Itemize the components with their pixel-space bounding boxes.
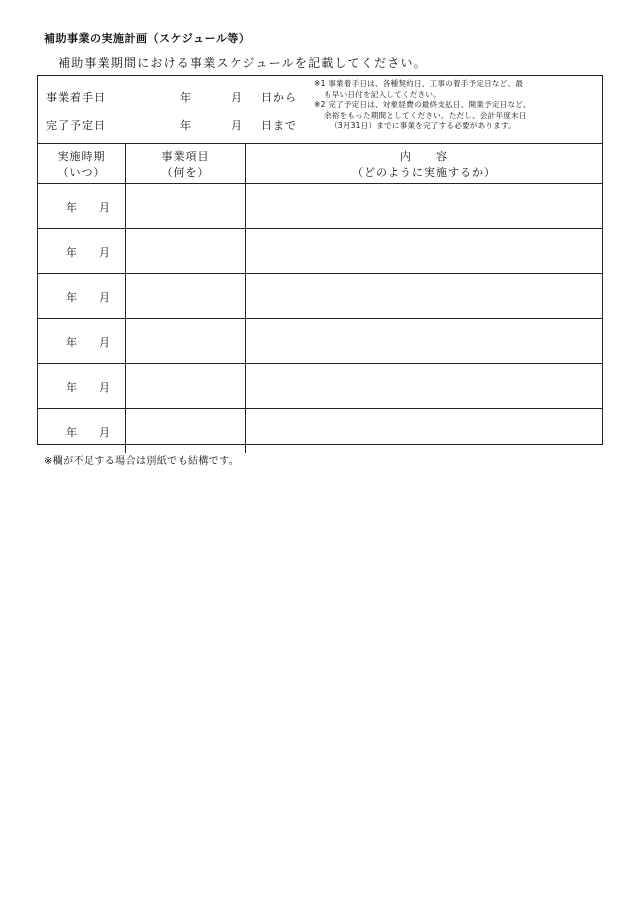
header-timing [38, 143, 125, 183]
end-day-suffix: 日まで [261, 119, 297, 132]
note-line: ※2 完了予定日は、対象経費の最終支払日、開業予定日など、 [314, 100, 531, 110]
page-subtitle: 補助事業期間における事業スケジュールを記載してください。 [58, 56, 427, 70]
item-cell[interactable] [125, 319, 245, 363]
timing-cell[interactable] [38, 409, 125, 453]
item-cell[interactable] [125, 274, 245, 318]
timing-cell[interactable] [38, 274, 125, 318]
content-cell[interactable] [245, 364, 602, 408]
table-row [38, 184, 602, 229]
item-cell[interactable] [125, 364, 245, 408]
table-row [38, 319, 602, 364]
table-row [38, 274, 602, 319]
year-label: 年 [66, 291, 77, 304]
header-timing-sub: （いつ） [57, 166, 106, 179]
content-cell[interactable] [245, 184, 602, 228]
year-label: 年 [66, 381, 77, 394]
start-date-row [38, 89, 308, 109]
header-item-label: 事業項目 [161, 150, 210, 163]
schedule-table [38, 143, 602, 453]
note-line: 余裕をもった期間としてください。ただし、会計年度末日 [324, 110, 527, 120]
table-row [38, 409, 602, 453]
table-row [38, 364, 602, 409]
header-timing-label: 実施時期 [57, 150, 106, 163]
note-line: （3月31日）までに事業を完了する必要があります。 [330, 121, 516, 131]
item-cell[interactable] [125, 184, 245, 228]
start-year-label: 年 [180, 91, 192, 104]
start-day-suffix: 日から [261, 91, 297, 104]
item-cell[interactable] [125, 229, 245, 273]
schedule-form [37, 75, 603, 445]
end-date-row [38, 117, 308, 137]
date-notes [314, 79, 600, 132]
note-line: も早い日付を記入してください。 [324, 89, 441, 99]
end-date-label: 完了予定日 [46, 119, 106, 132]
start-month-label: 月 [231, 91, 243, 104]
header-item [125, 143, 245, 183]
month-label: 月 [99, 246, 110, 259]
header-item-sub: （何を） [161, 166, 210, 179]
item-cell[interactable] [125, 409, 245, 453]
year-label: 年 [66, 201, 77, 214]
timing-cell[interactable] [38, 229, 125, 273]
content-cell[interactable] [245, 409, 602, 453]
end-month-label: 月 [231, 119, 243, 132]
note-line: ※1 事業着手日は、各種契約日、工事の着手予定日など、最 [314, 79, 524, 88]
start-date-label: 事業着手日 [46, 91, 106, 104]
month-label: 月 [99, 381, 110, 394]
timing-cell[interactable] [38, 319, 125, 363]
month-label: 月 [99, 336, 110, 349]
content-cell[interactable] [245, 319, 602, 363]
timing-cell[interactable] [38, 184, 125, 228]
year-label: 年 [66, 336, 77, 349]
year-label: 年 [66, 246, 77, 259]
header-content-label: 内 容 [400, 150, 448, 163]
content-cell[interactable] [245, 229, 602, 273]
table-header [38, 143, 602, 184]
header-content [245, 143, 602, 183]
month-label: 月 [99, 291, 110, 304]
period-section [38, 76, 602, 144]
table-row [38, 229, 602, 274]
footnote: ※欄が不足する場合は別紙でも結構です。 [44, 456, 240, 467]
end-year-label: 年 [180, 119, 192, 132]
year-label: 年 [66, 426, 77, 439]
content-cell[interactable] [245, 274, 602, 318]
timing-cell[interactable] [38, 364, 125, 408]
month-label: 月 [99, 426, 110, 439]
page-title: 補助事業の実施計画（スケジュール等） [44, 32, 251, 45]
header-content-sub: （どのように実施するか） [352, 166, 496, 179]
month-label: 月 [99, 201, 110, 214]
